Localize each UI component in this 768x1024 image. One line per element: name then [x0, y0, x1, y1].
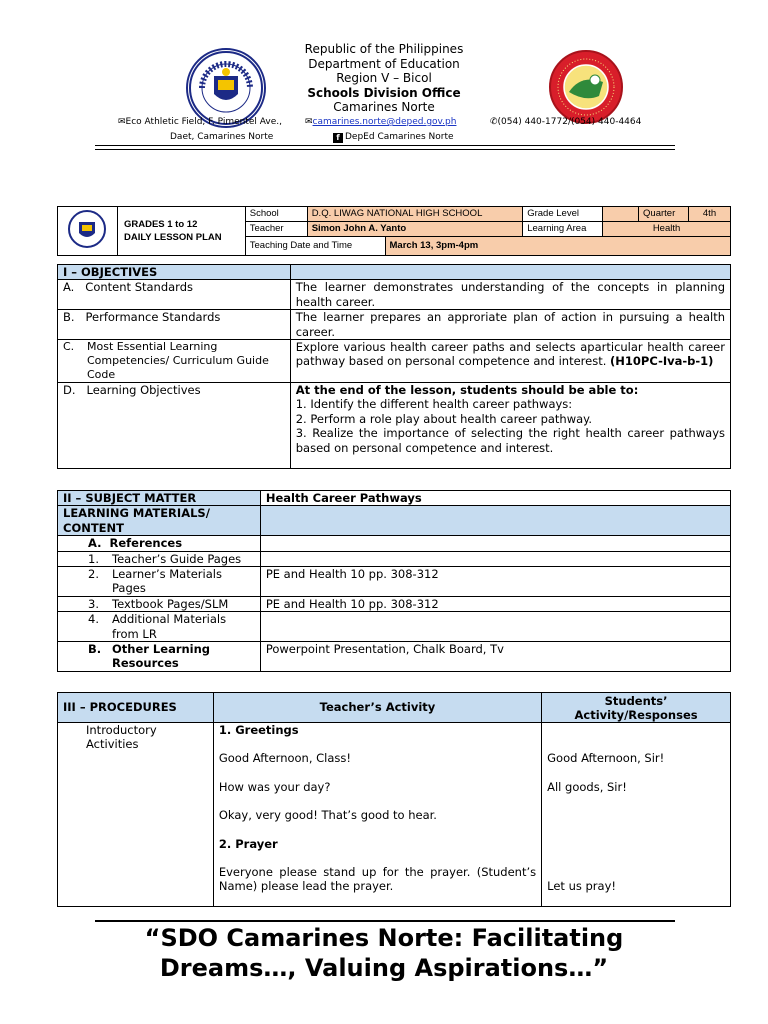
footer-motto: “SDO Camarines Norte: Facilitating Dreams…, Valuing Aspirations…”: [144, 924, 624, 982]
greetings-title: 1. Greetings: [218, 723, 299, 737]
procedures-header: III – PROCEDURES: [58, 693, 214, 723]
objectives-header-blank: [290, 265, 730, 280]
additional-materials-value: [260, 612, 730, 642]
objectives-header: I – OBJECTIVES: [58, 265, 291, 280]
header-rule-top: [95, 145, 675, 146]
deped-small-seal-icon: [65, 209, 109, 249]
teacher-line-3: Okay, very good! That’s good to hear.: [218, 808, 437, 823]
teacher-label: Teacher: [245, 221, 307, 236]
student-line-1: Good Afternoon, Sir!: [547, 751, 665, 766]
student-line-2: All goods, Sir!: [547, 779, 627, 794]
header-republic: Republic of the Philippines: [304, 42, 464, 56]
learning-objectives-label: D. Learning Objectives: [58, 383, 291, 469]
learning-area-value: Health: [603, 221, 731, 236]
other-resources-label: B. Other Learning Resources: [58, 642, 261, 672]
prayer-title: 2. Prayer: [218, 836, 278, 851]
address-line-1: ✉Eco Athletic Field, F. Pimentel Ave.,: [118, 117, 282, 127]
introductory-activities-label: Introductory Activities: [58, 723, 214, 907]
objectives-table: [57, 264, 731, 469]
teaching-date-value: March 13, 3pm-4pm: [385, 236, 730, 255]
email-contact: [305, 117, 456, 127]
content-standards-value: The learner demonstrates understanding of the concepts in planning health career.: [290, 280, 730, 310]
textbook-pages-label: 3. Textbook Pages/SLM: [58, 596, 261, 611]
phone-icon: ✆: [490, 117, 498, 127]
quarter-label: Quarter: [639, 207, 689, 222]
other-resources-value: Powerpoint Presentation, Chalk Board, Tv: [260, 642, 730, 672]
teachers-guide-value: [260, 551, 730, 566]
student-line-4: Let us pray!: [547, 879, 616, 894]
students-activity-cell: [542, 723, 731, 907]
students-activity-header: Students’ Activity/Responses: [542, 693, 731, 723]
learning-materials-header: LEARNING MATERIALS/ CONTENT: [58, 506, 261, 536]
learning-area-label: Learning Area: [523, 221, 603, 236]
dlp-header-table: [57, 206, 731, 256]
additional-materials-label: 4. Additional Materials from LR: [58, 612, 261, 642]
performance-standards-label: B. Performance Standards: [58, 310, 291, 340]
teacher-line-4: Everyone please stand up for the prayer. (Student’s Name) please lead the prayer.: [218, 864, 537, 894]
header-province: Camarines Norte: [333, 100, 435, 114]
subject-matter-table: [57, 490, 731, 672]
learning-materials-blank: [260, 506, 730, 536]
email-link[interactable]: camarines.norte@deped.gov.ph: [312, 117, 457, 127]
header-sdo: Schools Division Office: [307, 86, 461, 100]
references-value: [260, 536, 730, 551]
melc-label: C. Most Essential Learning Competencies/ Curriculum Guide Code: [58, 340, 291, 383]
header-department: Department of Education: [308, 57, 460, 71]
teacher-activity-header: Teacher’s Activity: [213, 693, 541, 723]
learners-materials-value: PE and Health 10 pp. 308-312: [260, 567, 730, 597]
grade-level-value: [603, 207, 639, 222]
textbook-pages-value: PE and Health 10 pp. 308-312: [260, 596, 730, 611]
quarter-value: 4th: [689, 207, 731, 222]
melc-value: Explore various health career paths and selects aparticular health career pathway based on personal competence and interest. (H10PC-Iva-b-1): [290, 340, 730, 383]
footer-rule: [95, 920, 675, 922]
header-rule-bottom: [95, 149, 675, 150]
teacher-line-2: How was your day?: [218, 779, 331, 794]
envelope-icon: ✉: [118, 117, 126, 127]
email-icon: ✉: [305, 117, 313, 127]
dlp-emblem: [58, 207, 118, 256]
curriculum-code: (H10PC-Iva-b-1): [610, 354, 714, 369]
learning-objectives-value: At the end of the lesson, students should be able to: 1. Identify the different health career pathways: 2. Perform a role play about health career pathway. 3. Realize the importance of selecting the right health career pathways based on personal competence and interest.: [290, 383, 730, 469]
subject-matter-header: II – SUBJECT MATTER: [58, 491, 261, 506]
procedures-table: [57, 692, 731, 907]
teaching-date-label: Teaching Date and Time: [245, 236, 385, 255]
dlp-title: GRADES 1 to 12 DAILY LESSON PLAN: [117, 207, 245, 256]
phone-contact: ✆(054) 440-1772/(054) 440-4464: [490, 117, 642, 127]
performance-standards-value: The learner prepares an approriate plan of action in pursuing a health career.: [290, 310, 730, 340]
content-standards-label: A. Content Standards: [58, 280, 291, 310]
facebook-contact: f DepEd Camarines Norte: [333, 132, 454, 143]
teacher-value: Simon John A. Yanto: [307, 221, 523, 236]
grade-level-label: Grade Level: [523, 207, 603, 222]
teacher-line-1: Good Afternoon, Class!: [218, 751, 352, 766]
learners-materials-label: 2. Learner’s Materials Pages: [58, 567, 261, 597]
address-line-2: Daet, Camarines Norte: [170, 132, 274, 142]
subject-topic: Health Career Pathways: [260, 491, 730, 506]
header-region: Region V – Bicol: [336, 71, 432, 85]
teacher-activity-cell: [213, 723, 541, 907]
teachers-guide-label: 1. Teacher’s Guide Pages: [58, 551, 261, 566]
school-label: School: [245, 207, 307, 222]
facebook-icon: f: [333, 133, 343, 143]
school-value: D.Q. LIWAG NATIONAL HIGH SCHOOL: [307, 207, 523, 222]
references-label: A. References: [58, 536, 261, 551]
